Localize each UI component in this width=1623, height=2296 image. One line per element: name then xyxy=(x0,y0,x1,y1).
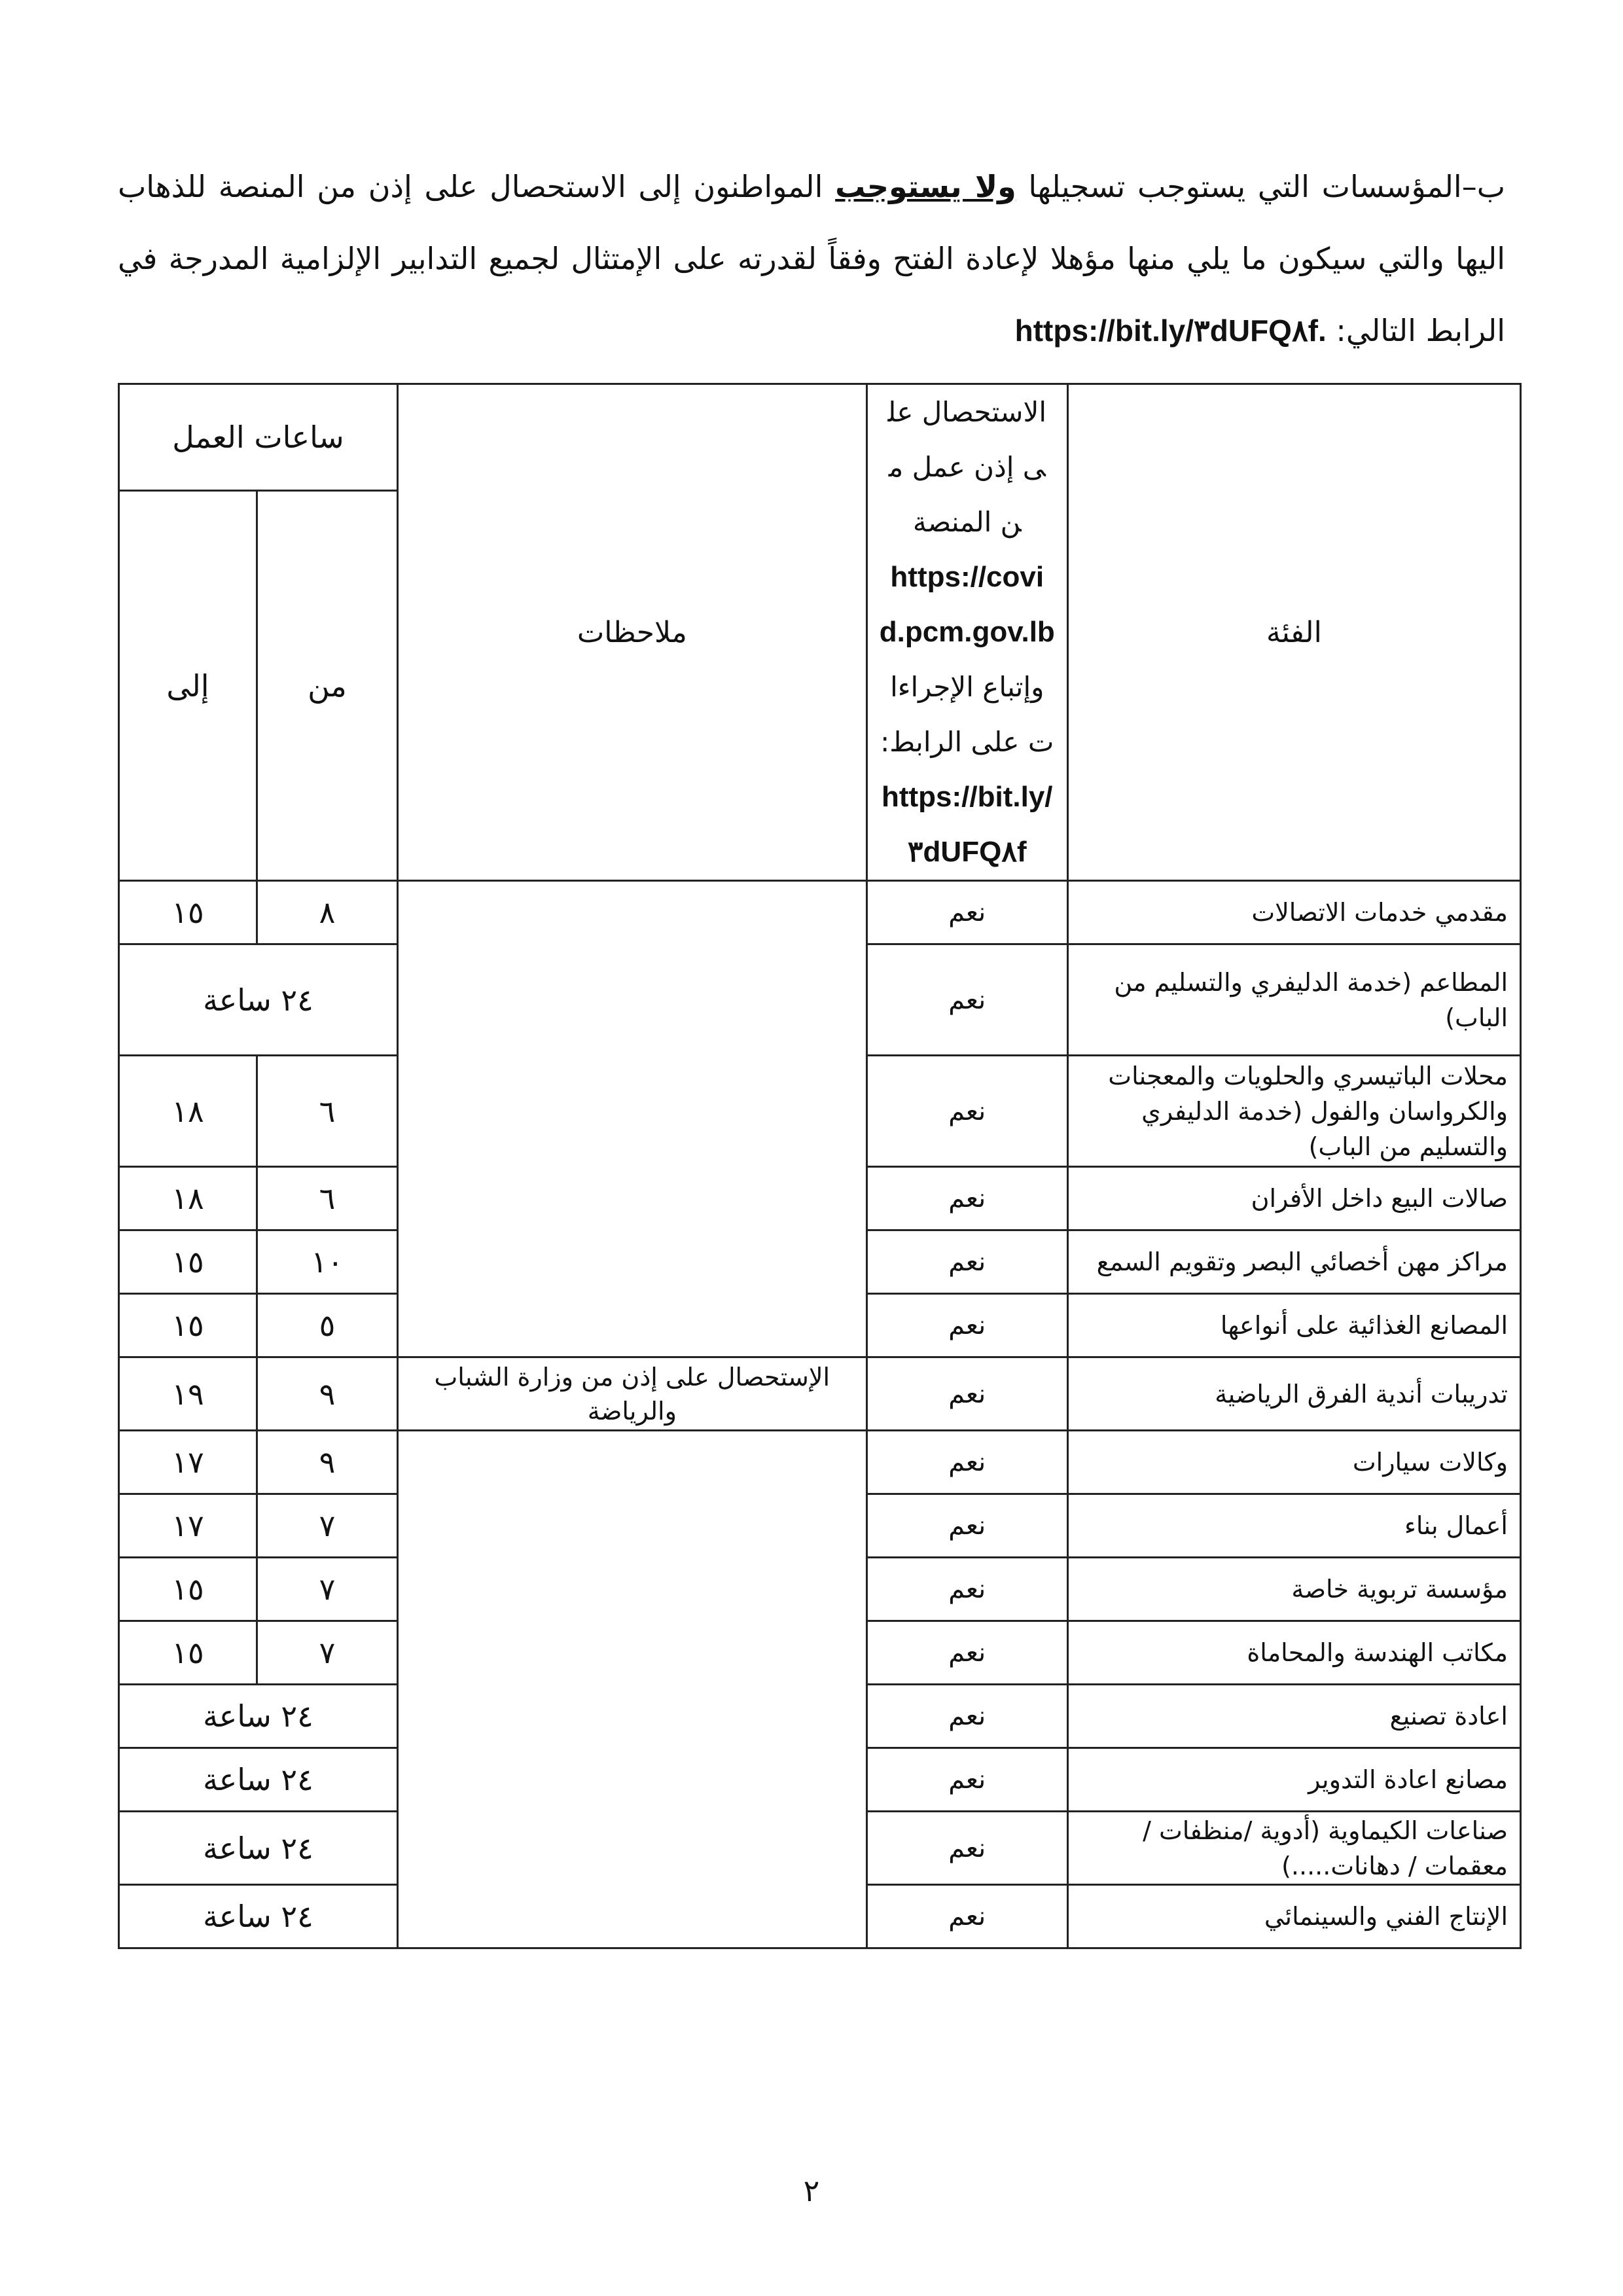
header-from: من xyxy=(257,491,397,881)
row-permission: نعم xyxy=(866,944,1067,1056)
header-hours: ساعات العمل xyxy=(119,384,398,491)
row-permission: نعم xyxy=(866,1056,1067,1167)
row-note: الإستحصال على إذن من وزارة الشباب والرياضة xyxy=(397,1357,866,1431)
row-from: ٧ xyxy=(257,1494,397,1558)
row-category: المطاعم (خدمة الدليفري والتسليم من الباب) xyxy=(1067,944,1520,1056)
reopening-table xyxy=(118,383,1522,1949)
row-permission: نعم xyxy=(866,1357,1067,1431)
header-permission xyxy=(866,384,1067,881)
row-permission: نعم xyxy=(866,1885,1067,1948)
row-hours-all: ٢٤ ساعة xyxy=(119,1748,398,1812)
header-permission-text-1: الاستحصال على إذن عمل من المنصة xyxy=(887,396,1047,538)
row-permission: نعم xyxy=(866,1494,1067,1558)
header-permission-text-2: وإتباع الإجراءات على الرابط: xyxy=(880,671,1054,758)
row-to: ١٥ xyxy=(119,1230,257,1294)
row-category: أعمال بناء xyxy=(1067,1494,1520,1558)
table-row xyxy=(119,1431,1521,1494)
intro-text-after: المواطنون إلى الاستحصال على إذن من المنصة للذهاب اليها والتي سيكون ما يلي منها مؤهلا لإعادة الفتح وفقاً لقدرته على الإمتثال لجميع التدابير الإلزامية المدرجة في الرابط التالي: xyxy=(118,169,1505,348)
intro-text xyxy=(118,151,1505,367)
row-from: ٩ xyxy=(257,1357,397,1431)
row-from: ٦ xyxy=(257,1056,397,1167)
table-row xyxy=(119,881,1521,944)
row-hours-all: ٢٤ ساعة xyxy=(119,1885,398,1948)
row-permission: نعم xyxy=(866,1431,1067,1494)
row-to: ١٩ xyxy=(119,1357,257,1431)
header-row-1 xyxy=(119,384,1521,491)
row-category: صناعات الكيماوية (أدوية /منظفات / معقمات / دهانات.....) xyxy=(1067,1812,1520,1885)
row-category: المصانع الغذائية على أنواعها xyxy=(1067,1294,1520,1357)
page-number: ٢ xyxy=(803,2173,820,2208)
row-to: ١٨ xyxy=(119,1167,257,1230)
row-notes-empty xyxy=(397,1431,866,1948)
row-permission: نعم xyxy=(866,1558,1067,1621)
row-category: مقدمي خدمات الاتصالات xyxy=(1067,881,1520,944)
row-permission: نعم xyxy=(866,1621,1067,1685)
row-hours-all: ٢٤ ساعة xyxy=(119,1812,398,1885)
intro-emphasis: ولا يستوجب xyxy=(835,169,1016,204)
row-category: مراكز مهن أخصائي البصر وتقويم السمع xyxy=(1067,1230,1520,1294)
row-category: مصانع اعادة التدوير xyxy=(1067,1748,1520,1812)
row-to: ١٥ xyxy=(119,881,257,944)
row-category: تدريبات أندية الفرق الرياضية xyxy=(1067,1357,1520,1431)
header-to: إلى xyxy=(119,491,257,881)
row-category: صالات البيع داخل الأفران xyxy=(1067,1167,1520,1230)
row-permission: نعم xyxy=(866,1812,1067,1885)
row-from: ٨ xyxy=(257,881,397,944)
row-to: ١٥ xyxy=(119,1294,257,1357)
row-hours-all: ٢٤ ساعة xyxy=(119,1685,398,1748)
header-category: الفئة xyxy=(1067,384,1520,881)
intro-text-before: ب–المؤسسات التي يستوجب تسجيلها xyxy=(1016,169,1506,204)
row-to: ١٧ xyxy=(119,1431,257,1494)
row-notes-empty xyxy=(397,881,866,1357)
row-from: ٦ xyxy=(257,1167,397,1230)
row-hours-all: ٢٤ ساعة xyxy=(119,944,398,1056)
row-from: ٥ xyxy=(257,1294,397,1357)
row-to: ١٧ xyxy=(119,1494,257,1558)
row-to: ١٨ xyxy=(119,1056,257,1167)
row-permission: نعم xyxy=(866,1748,1067,1812)
row-from: ٧ xyxy=(257,1558,397,1621)
table-row xyxy=(119,1357,1521,1431)
row-from: ٧ xyxy=(257,1621,397,1685)
row-category: الإنتاج الفني والسينمائي xyxy=(1067,1885,1520,1948)
row-category: اعادة تصنيع xyxy=(1067,1685,1520,1748)
row-category: محلات الباتيسري والحلويات والمعجنات والكرواسان والفول (خدمة الدليفري والتسليم من الباب) xyxy=(1067,1056,1520,1167)
row-category: وكالات سيارات xyxy=(1067,1431,1520,1494)
row-to: ١٥ xyxy=(119,1558,257,1621)
row-permission: نعم xyxy=(866,881,1067,944)
header-notes: ملاحظات xyxy=(397,384,866,881)
row-from: ١٠ xyxy=(257,1230,397,1294)
row-permission: نعم xyxy=(866,1230,1067,1294)
header-permission-url-2[interactable]: https://bit.ly/٣dUFQ٨f xyxy=(882,781,1053,868)
intro-paragraph xyxy=(118,151,1505,367)
row-from: ٩ xyxy=(257,1431,397,1494)
row-category: مؤسسة تربوية خاصة xyxy=(1067,1558,1520,1621)
intro-link[interactable]: https://bit.ly/٣dUFQ٨f. xyxy=(1014,314,1327,348)
row-category: مكاتب الهندسة والمحاماة xyxy=(1067,1621,1520,1685)
row-permission: نعم xyxy=(866,1685,1067,1748)
row-permission: نعم xyxy=(866,1167,1067,1230)
header-permission-url-1[interactable]: https://covid.pcm.gov.lb xyxy=(879,561,1055,648)
row-permission: نعم xyxy=(866,1294,1067,1357)
row-to: ١٥ xyxy=(119,1621,257,1685)
